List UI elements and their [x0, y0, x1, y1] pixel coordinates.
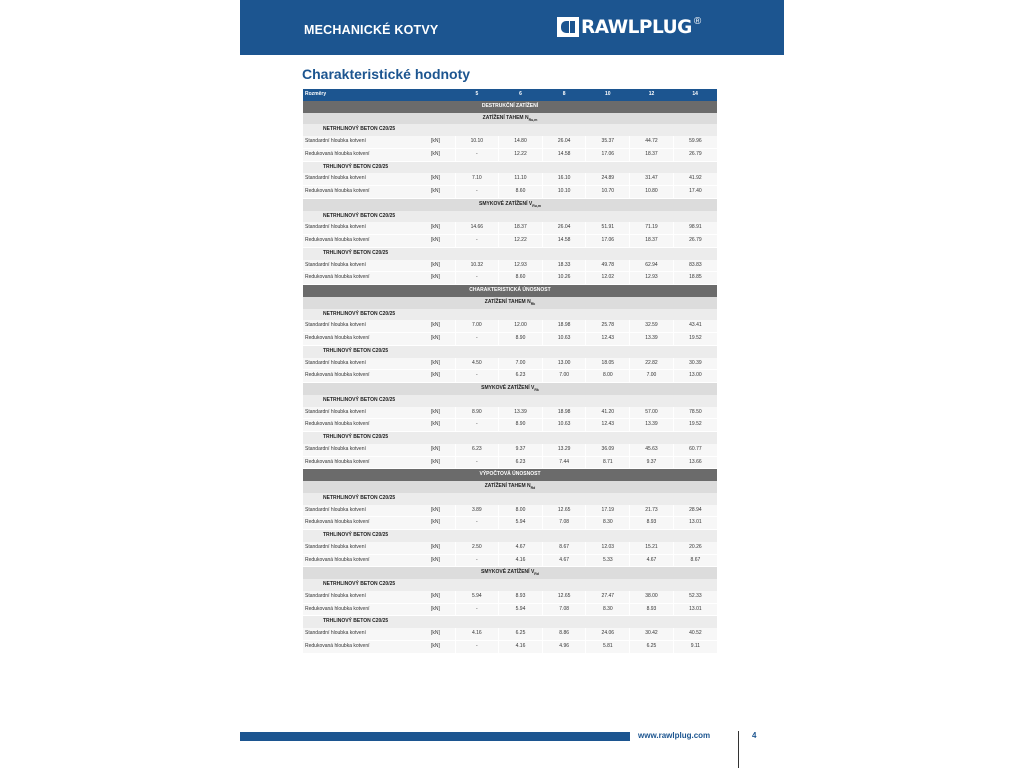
value-cell: 98.91: [673, 222, 717, 234]
concrete-type-row: [303, 124, 717, 136]
value-cell: 6.25: [499, 628, 543, 640]
value-cell: 45.63: [630, 444, 674, 456]
value-cell: 44.72: [630, 136, 674, 148]
value-cell: 7.00: [542, 370, 586, 383]
value-cell: 18.98: [542, 407, 586, 419]
value-cell: -: [455, 235, 499, 248]
table-row: [303, 370, 717, 383]
value-cell: 10.32: [455, 260, 499, 272]
value-cell: 43.41: [673, 320, 717, 332]
unit-cell: [kN]: [429, 603, 455, 616]
value-cell: 8.90: [499, 333, 543, 346]
value-cell: 7.00: [455, 320, 499, 332]
load-type-subscript: Ru,m: [528, 117, 538, 122]
anchorage-depth-label: Redukovaná hloubka kotvení: [303, 370, 429, 383]
value-cell: 51.91: [586, 222, 630, 234]
unit-cell: [kN]: [429, 260, 455, 272]
table-row: [303, 407, 717, 419]
value-cell: 12.65: [542, 591, 586, 603]
value-cell: 10.10: [542, 186, 586, 199]
value-cell: 14.80: [499, 136, 543, 148]
header-cell: 5: [455, 89, 499, 101]
unit-cell: [kN]: [429, 419, 455, 432]
unit-cell: [kN]: [429, 186, 455, 199]
load-type-row: [303, 481, 717, 493]
section-band-label: CHARAKTERISTICKÁ ÚNOSNOST: [303, 285, 717, 297]
value-cell: 13.39: [630, 419, 674, 432]
characteristic-values-table: [303, 89, 717, 654]
value-cell: 8.93: [499, 591, 543, 603]
table-body: [303, 101, 717, 653]
value-cell: 26.04: [542, 136, 586, 148]
table-row: [303, 603, 717, 616]
value-cell: 13.00: [542, 358, 586, 370]
header-cell: [429, 89, 455, 101]
value-cell: 62.94: [630, 260, 674, 272]
value-cell: 21.73: [630, 505, 674, 517]
section-title: MECHANICKÉ KOTVY: [304, 23, 439, 37]
concrete-type-row: [303, 247, 717, 259]
value-cell: 8.67: [673, 554, 717, 567]
value-cell: 41.20: [586, 407, 630, 419]
load-type-main: ZATÍŽENÍ TAHEM N: [482, 114, 529, 121]
unit-cell: [kN]: [429, 517, 455, 530]
anchorage-depth-label: Redukovaná hloubka kotvení: [303, 186, 429, 199]
unit-cell: [kN]: [429, 333, 455, 346]
anchorage-depth-label: Standardní hloubka kotvení: [303, 505, 429, 517]
anchorage-depth-label: Standardní hloubka kotvení: [303, 173, 429, 185]
value-cell: 7.10: [455, 173, 499, 185]
value-cell: 25.78: [586, 320, 630, 332]
load-type-row: [303, 567, 717, 579]
value-cell: 52.33: [673, 591, 717, 603]
value-cell: 19.52: [673, 333, 717, 346]
value-cell: 12.43: [586, 419, 630, 432]
value-cell: 9.37: [499, 444, 543, 456]
value-cell: 6.25: [630, 640, 674, 653]
table-row: [303, 272, 717, 285]
value-cell: -: [455, 370, 499, 383]
table-row: [303, 456, 717, 469]
unit-cell: [kN]: [429, 628, 455, 640]
header-cell: 8: [542, 89, 586, 101]
concrete-type-label: TRHLINOVÝ BETON C20/25: [303, 530, 717, 542]
unit-cell: [kN]: [429, 542, 455, 554]
concrete-type-row: [303, 616, 717, 628]
value-cell: 12.93: [499, 260, 543, 272]
value-cell: 24.06: [586, 628, 630, 640]
anchorage-depth-label: Standardní hloubka kotvení: [303, 542, 429, 554]
unit-cell: [kN]: [429, 505, 455, 517]
value-cell: 7.00: [499, 358, 543, 370]
value-cell: 22.82: [630, 358, 674, 370]
load-type-row: [303, 113, 717, 125]
load-type-main: SMYKOVÉ ZATÍŽENÍ V: [481, 569, 535, 576]
value-cell: 4.16: [455, 628, 499, 640]
anchorage-depth-label: Standardní hloubka kotvení: [303, 628, 429, 640]
anchorage-depth-label: Redukovaná hloubka kotvení: [303, 333, 429, 346]
value-cell: 35.37: [586, 136, 630, 148]
value-cell: 13.01: [673, 603, 717, 616]
concrete-type-label: TRHLINOVÝ BETON C20/25: [303, 161, 717, 173]
concrete-type-row: [303, 211, 717, 223]
anchorage-depth-label: Redukovaná hloubka kotvení: [303, 272, 429, 285]
value-cell: 60.77: [673, 444, 717, 456]
load-type-label: [303, 481, 717, 493]
value-cell: 18.05: [586, 358, 630, 370]
value-cell: 12.02: [586, 272, 630, 285]
concrete-type-label: NETRHLINOVÝ BETON C20/25: [303, 395, 717, 407]
concrete-type-label: NETRHLINOVÝ BETON C20/25: [303, 211, 717, 223]
footer-divider: [738, 731, 739, 768]
value-cell: -: [455, 148, 499, 161]
concrete-type-row: [303, 345, 717, 357]
value-cell: 2.50: [455, 542, 499, 554]
unit-cell: [kN]: [429, 370, 455, 383]
anchorage-depth-label: Redukovaná hloubka kotvení: [303, 640, 429, 653]
value-cell: 13.66: [673, 456, 717, 469]
value-cell: -: [455, 456, 499, 469]
load-type-main: SMYKOVÉ ZATÍŽENÍ V: [479, 200, 533, 207]
value-cell: 10.70: [586, 186, 630, 199]
anchorage-depth-label: Standardní hloubka kotvení: [303, 260, 429, 272]
unit-cell: [kN]: [429, 320, 455, 332]
value-cell: 32.59: [630, 320, 674, 332]
value-cell: -: [455, 333, 499, 346]
unit-cell: [kN]: [429, 456, 455, 469]
load-type-label: [303, 567, 717, 579]
value-cell: 7.44: [542, 456, 586, 469]
value-cell: 19.52: [673, 419, 717, 432]
value-cell: 6.23: [499, 456, 543, 469]
value-cell: 18.33: [542, 260, 586, 272]
value-cell: 30.39: [673, 358, 717, 370]
value-cell: 5.94: [455, 591, 499, 603]
value-cell: 13.39: [630, 333, 674, 346]
value-cell: 83.83: [673, 260, 717, 272]
value-cell: 36.09: [586, 444, 630, 456]
table-row: [303, 542, 717, 554]
concrete-type-label: TRHLINOVÝ BETON C20/25: [303, 345, 717, 357]
table-row: [303, 419, 717, 432]
rawlplug-logo-mark-icon: [557, 17, 579, 37]
table-row: [303, 628, 717, 640]
anchorage-depth-label: Redukovaná hloubka kotvení: [303, 603, 429, 616]
value-cell: 8.90: [455, 407, 499, 419]
table-row: [303, 186, 717, 199]
value-cell: 40.52: [673, 628, 717, 640]
concrete-type-row: [303, 161, 717, 173]
table-row: [303, 517, 717, 530]
load-type-main: ZATÍŽENÍ TAHEM N: [484, 298, 531, 305]
value-cell: 13.00: [673, 370, 717, 383]
value-cell: 38.00: [630, 591, 674, 603]
value-cell: 16.10: [542, 173, 586, 185]
value-cell: 13.29: [542, 444, 586, 456]
value-cell: 10.26: [542, 272, 586, 285]
value-cell: 5.81: [586, 640, 630, 653]
value-cell: 26.79: [673, 235, 717, 248]
value-cell: 17.19: [586, 505, 630, 517]
unit-cell: [kN]: [429, 640, 455, 653]
load-type-subscript: Rk: [530, 301, 536, 306]
footer-bar: [240, 732, 630, 741]
anchorage-depth-label: Standardní hloubka kotvení: [303, 358, 429, 370]
value-cell: 8.71: [586, 456, 630, 469]
value-cell: 41.92: [673, 173, 717, 185]
value-cell: 4.67: [542, 554, 586, 567]
logo-registered: ®: [693, 16, 702, 27]
concrete-type-row: [303, 579, 717, 591]
unit-cell: [kN]: [429, 444, 455, 456]
value-cell: 78.50: [673, 407, 717, 419]
value-cell: 26.04: [542, 222, 586, 234]
load-type-label: [303, 113, 717, 125]
anchorage-depth-label: Standardní hloubka kotvení: [303, 444, 429, 456]
unit-cell: [kN]: [429, 222, 455, 234]
table-row: [303, 444, 717, 456]
load-type-label: [303, 297, 717, 309]
concrete-type-row: [303, 493, 717, 505]
table-row: [303, 235, 717, 248]
table-header-row: [303, 89, 717, 101]
header-cell: 10: [586, 89, 630, 101]
value-cell: 7.08: [542, 603, 586, 616]
value-cell: 4.67: [499, 542, 543, 554]
value-cell: 4.16: [499, 554, 543, 567]
value-cell: 31.47: [630, 173, 674, 185]
anchorage-depth-label: Standardní hloubka kotvení: [303, 591, 429, 603]
value-cell: 6.23: [455, 444, 499, 456]
rawlplug-logo: [557, 16, 701, 38]
value-cell: 30.42: [630, 628, 674, 640]
value-cell: -: [455, 186, 499, 199]
concrete-type-row: [303, 530, 717, 542]
value-cell: 12.65: [542, 505, 586, 517]
value-cell: 18.37: [630, 148, 674, 161]
table-row: [303, 358, 717, 370]
value-cell: 12.22: [499, 148, 543, 161]
value-cell: 4.16: [499, 640, 543, 653]
anchorage-depth-label: Redukovaná hloubka kotvení: [303, 419, 429, 432]
table-row: [303, 333, 717, 346]
unit-cell: [kN]: [429, 358, 455, 370]
value-cell: 12.43: [586, 333, 630, 346]
anchorage-depth-label: Standardní hloubka kotvení: [303, 222, 429, 234]
section-band-label: VÝPOČTOVÁ ÚNOSNOST: [303, 469, 717, 481]
value-cell: 7.00: [630, 370, 674, 383]
value-cell: -: [455, 603, 499, 616]
value-cell: -: [455, 419, 499, 432]
unit-cell: [kN]: [429, 554, 455, 567]
value-cell: 8.93: [630, 603, 674, 616]
value-cell: 14.58: [542, 235, 586, 248]
table-row: [303, 260, 717, 272]
value-cell: 8.30: [586, 603, 630, 616]
value-cell: 8.00: [499, 505, 543, 517]
load-type-label: [303, 198, 717, 210]
value-cell: 26.79: [673, 148, 717, 161]
value-cell: 5.33: [586, 554, 630, 567]
value-cell: 18.37: [630, 235, 674, 248]
anchorage-depth-label: Redukovaná hloubka kotvení: [303, 554, 429, 567]
section-band-row: [303, 285, 717, 297]
value-cell: 5.94: [499, 517, 543, 530]
value-cell: 18.98: [542, 320, 586, 332]
concrete-type-label: NETRHLINOVÝ BETON C20/25: [303, 493, 717, 505]
logo-text: RAWLPLUG: [581, 16, 692, 38]
value-cell: -: [455, 272, 499, 285]
value-cell: 71.19: [630, 222, 674, 234]
unit-cell: [kN]: [429, 136, 455, 148]
value-cell: 8.67: [542, 542, 586, 554]
load-type-row: [303, 297, 717, 309]
value-cell: 8.86: [542, 628, 586, 640]
concrete-type-label: TRHLINOVÝ BETON C20/25: [303, 616, 717, 628]
load-type-main: ZATÍŽENÍ TAHEM N: [484, 483, 531, 489]
value-cell: 12.22: [499, 235, 543, 248]
value-cell: 17.06: [586, 148, 630, 161]
value-cell: 9.37: [630, 456, 674, 469]
unit-cell: [kN]: [429, 235, 455, 248]
value-cell: 57.00: [630, 407, 674, 419]
value-cell: 4.67: [630, 554, 674, 567]
value-cell: 9.11: [673, 640, 717, 653]
value-cell: 4.50: [455, 358, 499, 370]
value-cell: 59.96: [673, 136, 717, 148]
load-type-subscript: Ru,m: [532, 203, 541, 208]
value-cell: 13.01: [673, 517, 717, 530]
value-cell: 5.94: [499, 603, 543, 616]
anchorage-depth-label: Redukovaná hloubka kotvení: [303, 235, 429, 248]
section-band-label: DESTRUKČNÍ ZATÍŽENÍ: [303, 101, 717, 113]
value-cell: 20.26: [673, 542, 717, 554]
value-cell: 17.06: [586, 235, 630, 248]
value-cell: 12.00: [499, 320, 543, 332]
value-cell: 3.89: [455, 505, 499, 517]
page-number: 4: [752, 731, 757, 740]
table-row: [303, 148, 717, 161]
anchorage-depth-label: Redukovaná hloubka kotvení: [303, 148, 429, 161]
load-type-subscript: Rk: [534, 388, 539, 392]
header-cell: 6: [499, 89, 543, 101]
value-cell: 8.60: [499, 186, 543, 199]
table-row: [303, 222, 717, 234]
value-cell: 10.63: [542, 333, 586, 346]
unit-cell: [kN]: [429, 148, 455, 161]
value-cell: 27.47: [586, 591, 630, 603]
value-cell: 12.03: [586, 542, 630, 554]
load-type-label: [303, 383, 717, 395]
anchorage-depth-label: Standardní hloubka kotvení: [303, 407, 429, 419]
table-row: [303, 554, 717, 567]
footer-url[interactable]: www.rawlplug.com: [638, 731, 711, 740]
header-cell: 14: [673, 89, 717, 101]
value-cell: 10.63: [542, 419, 586, 432]
table-row: [303, 505, 717, 517]
load-type-subscript: Rd: [534, 572, 539, 577]
value-cell: 24.89: [586, 173, 630, 185]
value-cell: 15.21: [630, 542, 674, 554]
unit-cell: [kN]: [429, 173, 455, 185]
value-cell: 14.58: [542, 148, 586, 161]
table-row: [303, 591, 717, 603]
section-band-row: [303, 469, 717, 481]
value-cell: 18.37: [499, 222, 543, 234]
concrete-type-row: [303, 309, 717, 321]
concrete-type-label: NETRHLINOVÝ BETON C20/25: [303, 124, 717, 136]
header-cell: Rozměry: [303, 89, 429, 101]
value-cell: 28.94: [673, 505, 717, 517]
value-cell: -: [455, 517, 499, 530]
value-cell: 12.93: [630, 272, 674, 285]
concrete-type-label: TRHLINOVÝ BETON C20/25: [303, 247, 717, 259]
table-row: [303, 136, 717, 148]
load-type-main: SMYKOVÉ ZATÍŽENÍ V: [481, 385, 535, 391]
section-band-row: [303, 101, 717, 113]
value-cell: 10.10: [455, 136, 499, 148]
anchorage-depth-label: Redukovaná hloubka kotvení: [303, 456, 429, 469]
value-cell: 17.40: [673, 186, 717, 199]
value-cell: 8.60: [499, 272, 543, 285]
load-type-row: [303, 383, 717, 395]
value-cell: 7.08: [542, 517, 586, 530]
value-cell: -: [455, 640, 499, 653]
concrete-type-row: [303, 395, 717, 407]
anchorage-depth-label: Standardní hloubka kotvení: [303, 136, 429, 148]
table-row: [303, 640, 717, 653]
anchorage-depth-label: Standardní hloubka kotvení: [303, 320, 429, 332]
unit-cell: [kN]: [429, 272, 455, 285]
value-cell: 8.00: [586, 370, 630, 383]
document-page: [240, 0, 784, 768]
concrete-type-label: NETRHLINOVÝ BETON C20/25: [303, 309, 717, 321]
value-cell: 8.93: [630, 517, 674, 530]
unit-cell: [kN]: [429, 407, 455, 419]
value-cell: 6.23: [499, 370, 543, 383]
header-cell: 12: [630, 89, 674, 101]
value-cell: 11.10: [499, 173, 543, 185]
value-cell: 10.80: [630, 186, 674, 199]
unit-cell: [kN]: [429, 591, 455, 603]
table-row: [303, 173, 717, 185]
load-type-subscript: Rd: [530, 486, 536, 490]
value-cell: 49.78: [586, 260, 630, 272]
value-cell: 8.90: [499, 419, 543, 432]
value-cell: 4.96: [542, 640, 586, 653]
value-cell: 13.39: [499, 407, 543, 419]
value-cell: 14.66: [455, 222, 499, 234]
table-row: [303, 320, 717, 332]
header-band: [240, 0, 784, 55]
anchorage-depth-label: Redukovaná hloubka kotvení: [303, 517, 429, 530]
value-cell: 8.30: [586, 517, 630, 530]
page-title: Charakteristické hodnoty: [302, 66, 471, 82]
value-cell: -: [455, 554, 499, 567]
load-type-row: [303, 198, 717, 210]
concrete-type-row: [303, 432, 717, 444]
concrete-type-label: TRHLINOVÝ BETON C20/25: [303, 432, 717, 444]
concrete-type-label: NETRHLINOVÝ BETON C20/25: [303, 579, 717, 591]
value-cell: 18.85: [673, 272, 717, 285]
